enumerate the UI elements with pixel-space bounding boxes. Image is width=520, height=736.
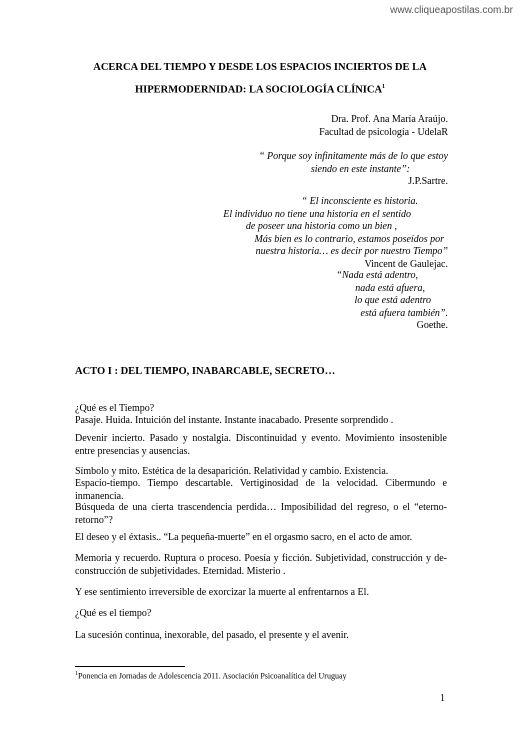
epigraph-gaulejac — [223, 196, 448, 271]
epigraph-sartre — [259, 151, 448, 189]
paragraph: Búsqueda de una cierta trascendencia perdida… Imposibilidad del regreso, o el “eterno-retorno”? — [75, 502, 447, 526]
epigraph-goethe — [336, 270, 448, 333]
section-heading: ACTO I : DEL TIEMPO, INABARCABLE, SECRETO… — [75, 366, 336, 377]
footnote-mark: 1 — [75, 671, 78, 677]
page-number: 1 — [440, 693, 445, 704]
epigraph-line: lo que está adentro — [354, 295, 431, 306]
epigraph-line: nada está afuera, — [355, 282, 425, 294]
epigraph-line: siendo en este instante”: — [310, 163, 410, 175]
paragraph: La sucesión continua, inexorable, del pasado, el presente y el avenir. — [75, 630, 349, 641]
author-affiliation: Facultad de psicología - UdelaR — [319, 126, 448, 138]
footnote — [75, 671, 347, 681]
epigraph-author: Vincent de Gaulejac. — [364, 258, 448, 270]
epigraph-line: Más bien es lo contrario, estamos poseídos por — [254, 233, 444, 245]
epigraph-line: de poseer una historia como un bien , — [245, 221, 397, 232]
epigraph-line: nuestra historia… es decir por nuestro Tiempo” — [255, 246, 448, 257]
paragraph: Devenir incierto. Pasado y nostalgia. Discontinuidad y evento. Movimiento insostenible entre presencias y ausencias. — [75, 433, 447, 457]
epigraph-line: El individuo no tiene una historia en el sentido — [223, 208, 411, 220]
paragraph: El deseo y el éxtasis.. “La pequeña-muerte” en el orgasmo sacro, en el acto de amor. — [75, 532, 413, 543]
paragraph: Espacio-tiempo. Tiempo descartable. Vertiginosidad de la velocidad. Cibermundo e inmanencia. — [75, 478, 447, 502]
title-line-1: ACERCA DEL TIEMPO Y DESDE LOS ESPACIOS INCIERTOS DE LA — [93, 62, 427, 73]
author-name: Dra. Prof. Ana María Araújo. — [331, 114, 448, 125]
footnote-ref: 1 — [382, 84, 386, 90]
question-2: ¿Qué es el tiempo? — [75, 608, 152, 619]
epigraph-line: “ El inconsciente es historia. — [301, 196, 418, 207]
footnote-text: Ponencia en Jornadas de Adolescencia 2011. Asociación Psicoanalítica del Uruguay — [78, 671, 347, 681]
watermark: www.cliqueapostilas.com.br — [390, 5, 513, 16]
footnote-divider — [75, 666, 185, 667]
title-line-2-text: HIPERMODERNIDAD: LA SOCIOLOGÍA CLÍNICA — [134, 84, 383, 96]
epigraph-line: “Nada está adentro, — [336, 270, 418, 281]
author-block — [319, 114, 448, 139]
question-1: ¿Qué es el Tiempo? — [75, 403, 155, 414]
epigraph-line: “ Porque soy infinitamente más de lo que estoy — [258, 151, 448, 162]
epigraph-line: está afuera también”. — [360, 307, 448, 319]
epigraph-author: J.P.Sartre. — [408, 176, 448, 187]
paragraph: Símbolo y mito. Estética de la desaparición. Relatividad y cambio. Existencia. — [75, 466, 389, 477]
title-line-2 — [0, 84, 520, 96]
paragraph: Y ese sentimiento irreversible de exorcizar la muerte al enfrentarnos a El. — [75, 587, 369, 598]
paragraph: Pasaje. Huida. Intuición del instante. Instante inacabado. Presente sorprendido . — [75, 415, 394, 426]
paragraph: Memoria y recuerdo. Ruptura o proceso. Poesía y ficción. Subjetividad, construcción y de-construcción de subjetividades. Eternidad. Misterio . — [75, 553, 447, 577]
epigraph-author: Goethe. — [416, 320, 448, 331]
